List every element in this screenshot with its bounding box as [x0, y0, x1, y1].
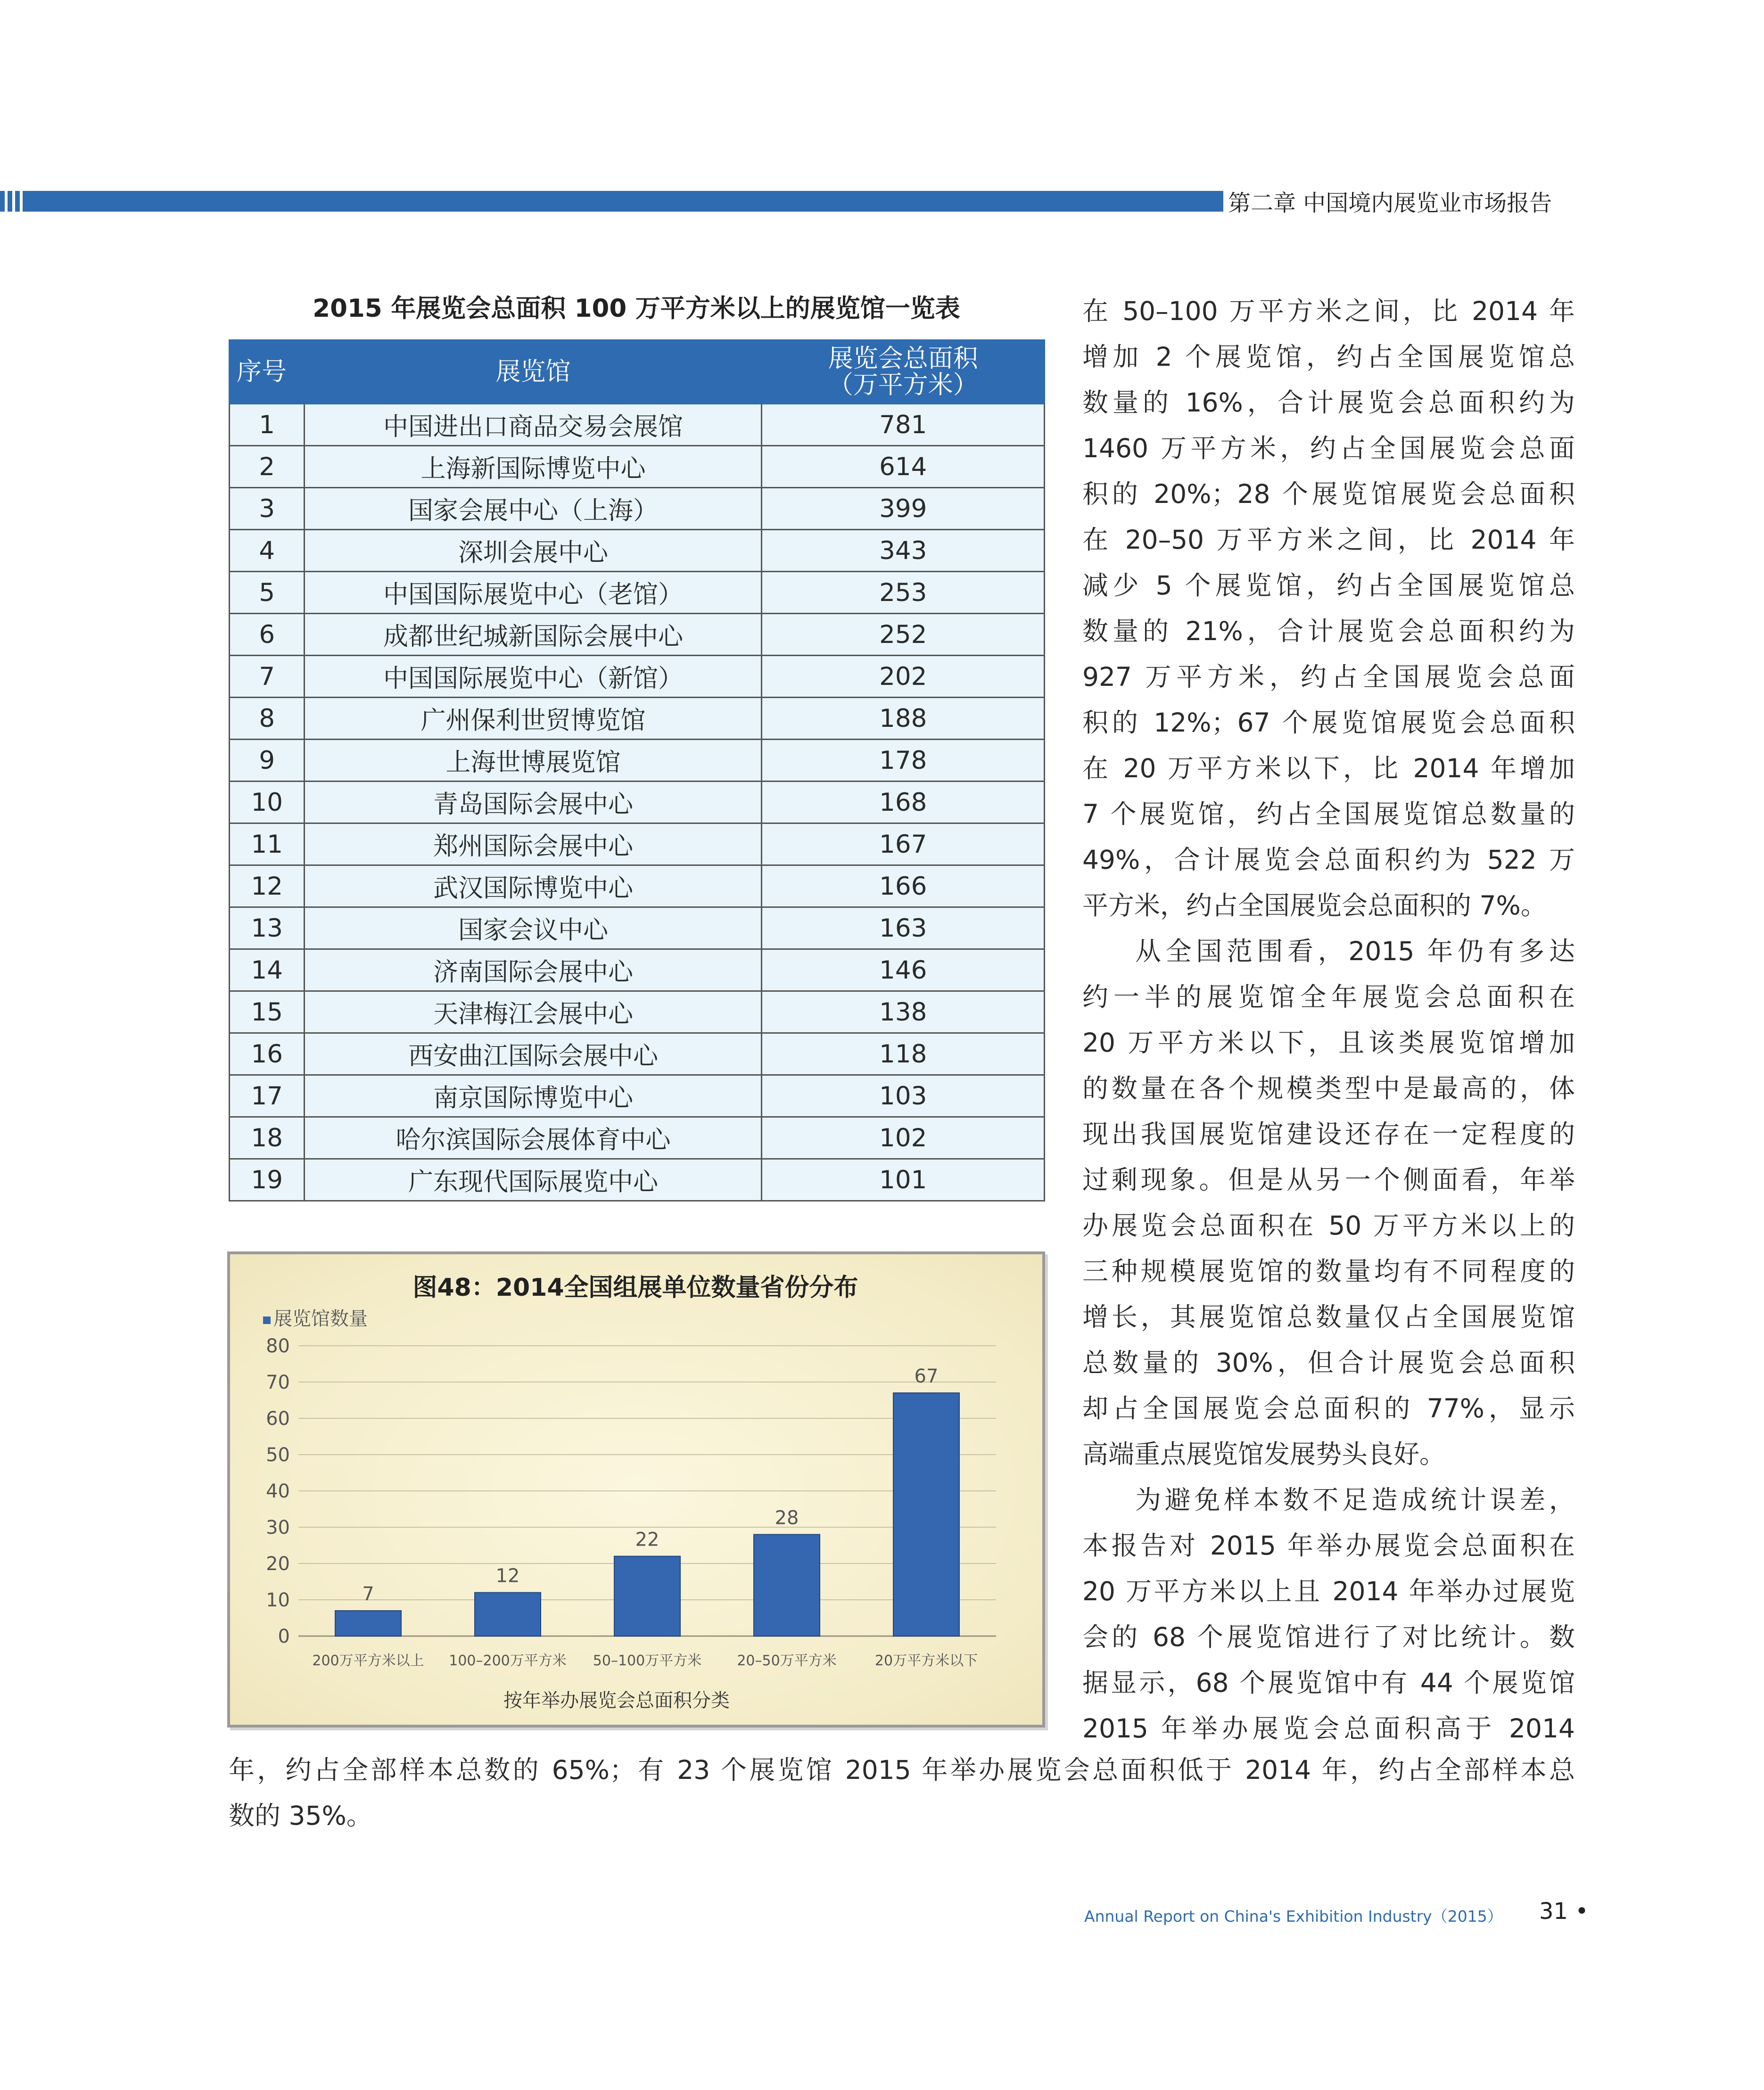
bottom-line-2: 数的 35%。 [229, 1801, 372, 1831]
text-line: 减少 5 个展览馆，约占全国展览馆总 [1082, 570, 1575, 601]
area-value: 343 [762, 530, 1045, 572]
text-line: 2015 年举办展览会总面积高于 2014 [1082, 1713, 1575, 1744]
bar-data-label: 7 [362, 1583, 374, 1605]
text-line: 本报告对 2015 年举办展览会总面积在 [1082, 1530, 1575, 1561]
x-tick-label: 100–200万平方米 [449, 1653, 567, 1669]
y-tick-label: 50 [266, 1444, 290, 1466]
area-value: 146 [762, 949, 1045, 991]
bar-data-label: 28 [775, 1507, 799, 1529]
table-row [230, 1033, 1045, 1075]
row-index: 14 [230, 949, 305, 991]
y-tick-label: 70 [266, 1372, 290, 1393]
x-tick-label: 50–100万平方米 [593, 1653, 702, 1669]
text-line: 总数量的 30%，但合计展览会总面积 [1082, 1348, 1575, 1378]
table-row [230, 530, 1045, 572]
y-tick-label: 30 [266, 1517, 290, 1539]
x-tick-label: 200万平方米以上 [312, 1653, 424, 1669]
row-index: 3 [230, 488, 305, 530]
row-index: 6 [230, 614, 305, 656]
table-row [230, 1075, 1045, 1117]
hall-name: 中国国际展览中心（老馆） [305, 572, 762, 614]
y-tick-label: 10 [266, 1589, 290, 1611]
area-value: 168 [762, 782, 1045, 823]
y-tick-label: 40 [266, 1481, 290, 1502]
row-index: 13 [230, 907, 305, 949]
table-row [230, 446, 1045, 488]
exhibition-hall-table [229, 339, 1045, 1201]
header-bar [0, 191, 1223, 212]
table-row [230, 488, 1045, 530]
text-line: 的数量在各个规模类型中是最高的，体 [1082, 1073, 1575, 1103]
table-row [230, 782, 1045, 823]
header-area [762, 340, 1045, 404]
text-line: 927 万平方米，约占全国展览会总面 [1082, 662, 1575, 692]
chart-svg [230, 1254, 1048, 1730]
area-value: 166 [762, 865, 1045, 907]
area-value: 252 [762, 614, 1045, 656]
area-value: 202 [762, 656, 1045, 698]
chart-title: 图48：2014全国组展单位数量省份分布 [412, 1274, 858, 1302]
hall-name: 成都世纪城新国际会展中心 [305, 614, 762, 656]
table-row [230, 404, 1045, 446]
body-text-right [1082, 288, 1575, 1752]
header-index: 序号 [230, 340, 305, 404]
text-line: 过剩现象。但是从另一个侧面看，年举 [1082, 1165, 1575, 1195]
area-value: 102 [762, 1117, 1045, 1159]
bar [754, 1534, 820, 1636]
area-value: 188 [762, 698, 1045, 740]
area-value: 614 [762, 446, 1045, 488]
hall-name: 天津梅江会展中心 [305, 991, 762, 1033]
text-line: 现出我国展览馆建设还存在一定程度的 [1082, 1119, 1575, 1149]
table-header-row [230, 340, 1045, 404]
y-tick-label: 80 [266, 1335, 290, 1357]
bar [614, 1556, 680, 1636]
bar-data-label: 22 [635, 1529, 659, 1551]
row-index: 16 [230, 1033, 305, 1075]
text-line: 数量的 21%，合计展览会总面积约为 [1082, 616, 1575, 646]
table-row [230, 572, 1045, 614]
table-row [230, 740, 1045, 782]
text-line: 办展览会总面积在 50 万平方米以上的 [1082, 1210, 1575, 1241]
row-index: 9 [230, 740, 305, 782]
legend-label: 展览馆数量 [273, 1308, 368, 1330]
text-line: 约一半的展览馆全年展览会总面积在 [1082, 982, 1575, 1012]
row-index: 12 [230, 865, 305, 907]
row-index: 19 [230, 1159, 305, 1201]
table-row [230, 991, 1045, 1033]
row-index: 4 [230, 530, 305, 572]
text-line: 高端重点展览馆发展势头良好。 [1082, 1439, 1446, 1469]
bar-data-label: 12 [495, 1565, 520, 1587]
hall-name: 广东现代国际展览中心 [305, 1159, 762, 1201]
hall-name: 中国国际展览中心（新馆） [305, 656, 762, 698]
header-hall: 展览馆 [305, 340, 762, 404]
bar [335, 1611, 401, 1636]
chapter-title: 第二章 中国境内展览业市场报告 [1228, 190, 1552, 216]
row-index: 11 [230, 823, 305, 865]
bar [893, 1393, 959, 1636]
row-index: 10 [230, 782, 305, 823]
table-row [230, 949, 1045, 991]
row-index: 1 [230, 404, 305, 446]
table-body [230, 404, 1045, 1201]
footer-report-name: Annual Report on China's Exhibition Industry（2015） [1084, 1907, 1503, 1925]
text-line: 20 万平方米以下，且该类展览馆增加 [1082, 1028, 1575, 1058]
hall-name: 国家会议中心 [305, 907, 762, 949]
text-line: 三种规模展览馆的数量均有不同程度的 [1082, 1256, 1575, 1286]
text-line: 20 万平方米以上且 2014 年举办过展览 [1082, 1576, 1575, 1606]
area-value: 163 [762, 907, 1045, 949]
hall-name: 中国进出口商品交易会展馆 [305, 404, 762, 446]
text-line: 49%，合计展览会总面积约为 522 万 [1082, 845, 1575, 875]
bar [475, 1593, 541, 1636]
y-tick-label: 20 [266, 1553, 290, 1575]
hall-name: 郑州国际会展中心 [305, 823, 762, 865]
area-value: 101 [762, 1159, 1045, 1201]
hall-name: 武汉国际博览中心 [305, 865, 762, 907]
row-index: 8 [230, 698, 305, 740]
y-tick-label: 60 [266, 1408, 290, 1430]
x-tick-label: 20万平方米以下 [874, 1653, 978, 1669]
text-line: 增加 2 个展览馆，约占全国展览馆总 [1082, 342, 1575, 372]
row-index: 17 [230, 1075, 305, 1117]
hall-name: 上海世博展览馆 [305, 740, 762, 782]
area-value: 253 [762, 572, 1045, 614]
text-line: 在 20–50 万平方米之间，比 2014 年 [1082, 525, 1575, 555]
body-text-bottom [229, 1747, 1575, 1839]
x-axis-label: 按年举办展览会总面积分类 [503, 1690, 730, 1711]
text-line: 积的 12%；67 个展览馆展览会总面积 [1082, 708, 1575, 738]
table-caption: 2015 年展览会总面积 100 万平方米以上的展览馆一览表 [313, 294, 960, 323]
area-value: 118 [762, 1033, 1045, 1075]
hall-name: 济南国际会展中心 [305, 949, 762, 991]
text-line: 会的 68 个展览馆进行了对比统计。数 [1082, 1622, 1575, 1652]
hall-name: 哈尔滨国际会展体育中心 [305, 1117, 762, 1159]
table-row [230, 907, 1045, 949]
row-index: 5 [230, 572, 305, 614]
bar-data-label: 67 [914, 1366, 939, 1388]
hall-name: 国家会展中心（上海） [305, 488, 762, 530]
row-index: 2 [230, 446, 305, 488]
y-tick-label: 0 [278, 1626, 290, 1647]
table-row [230, 823, 1045, 865]
hall-name: 南京国际博览中心 [305, 1075, 762, 1117]
header-area-unit: （万平方米） [828, 370, 978, 399]
text-line: 积的 20%；28 个展览馆展览会总面积 [1082, 479, 1575, 509]
text-line: 1460 万平方米，约占全国展览会总面 [1082, 433, 1575, 463]
bar-chart [227, 1251, 1045, 1728]
text-line: 增长，其展览馆总数量仅占全国展览馆 [1082, 1302, 1575, 1332]
text-line: 据显示，68 个展览馆中有 44 个展览馆 [1082, 1668, 1575, 1698]
page-number: 31 • [1539, 1898, 1589, 1925]
text-line: 为避免样本数不足造成统计误差， [1135, 1485, 1575, 1515]
legend-swatch [263, 1317, 271, 1324]
row-index: 15 [230, 991, 305, 1033]
hall-name: 深圳会展中心 [305, 530, 762, 572]
area-value: 167 [762, 823, 1045, 865]
hall-name: 西安曲江国际会展中心 [305, 1033, 762, 1075]
header-area-label: 展览会总面积 [828, 344, 978, 373]
text-line: 在 50–100 万平方米之间，比 2014 年 [1082, 296, 1575, 326]
text-line: 却占全国展览会总面积的 77%，显示 [1082, 1393, 1575, 1424]
table-row [230, 1117, 1045, 1159]
area-value: 103 [762, 1075, 1045, 1117]
area-value: 399 [762, 488, 1045, 530]
row-index: 7 [230, 656, 305, 698]
hall-name: 青岛国际会展中心 [305, 782, 762, 823]
hall-name: 广州保利世贸博览馆 [305, 698, 762, 740]
table-row [230, 1159, 1045, 1201]
row-index: 18 [230, 1117, 305, 1159]
area-value: 138 [762, 991, 1045, 1033]
table-row [230, 698, 1045, 740]
text-line: 平方米，约占全国展览会总面积的 7%。 [1082, 890, 1547, 921]
x-tick-label: 20–50万平方米 [737, 1653, 837, 1669]
text-line: 7 个展览馆，约占全国展览馆总数量的 [1082, 799, 1575, 829]
text-line: 数量的 16%，合计展览会总面积约为 [1082, 387, 1575, 418]
area-value: 781 [762, 404, 1045, 446]
bottom-line-1: 年，约占全部样本总数的 65%；有 23 个展览馆 2015 年举办展览会总面积低于 2014 年，约占全部样本总 [229, 1755, 1575, 1785]
table-row [230, 656, 1045, 698]
text-line: 从全国范围看，2015 年仍有多达 [1135, 936, 1575, 966]
table-row [230, 614, 1045, 656]
hall-name: 上海新国际博览中心 [305, 446, 762, 488]
table-row [230, 865, 1045, 907]
area-value: 178 [762, 740, 1045, 782]
text-line: 在 20 万平方米以下，比 2014 年增加 [1082, 753, 1575, 783]
